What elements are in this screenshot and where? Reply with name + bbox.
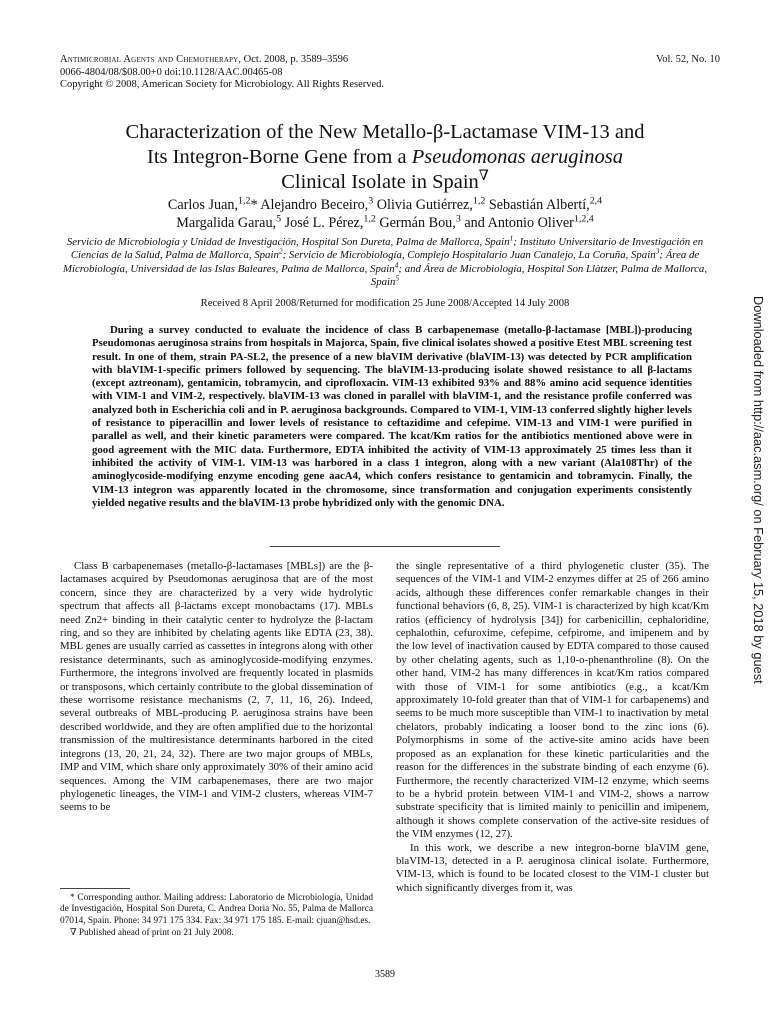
article-title <box>60 120 710 195</box>
download-watermark-text: Downloaded from http://aac.asm.org/ on February 15, 2018 by guest <box>751 296 766 684</box>
download-watermark <box>752 296 770 816</box>
title-line-2: Its Integron-Borne Gene from a Pseudomonas aeruginosa <box>147 146 623 168</box>
affiliation: Instituto Universitario de Investigación en Ciencias de la Salud, Palma de Mallorca, Spain$^2$; <box>70 236 704 262</box>
affiliations <box>55 233 715 289</box>
author: Sebastián Albertí,$^{2,4}$ <box>488 195 603 213</box>
corresponding-author-note: * Corresponding author. Mailing address: Laboratorio de Microbiología, Unidad de Investigación, Hospital Son Dureta, C. Andrea Doria No. 55, Palma de Mallorca 07014, Spain. Phone: 34 971 175 334. Fax: 34 971 175 185. E-mail: cjuan@hsd.es. <box>60 893 373 926</box>
author: and Antonio Oliver$^{1,2,4}$ <box>464 213 594 231</box>
body-column-left <box>60 560 373 815</box>
page-number: 3589 <box>375 969 395 980</box>
journal-name: Antimicrobial Agents and Chemotherapy <box>60 54 239 65</box>
organism-name: Pseudomonas aeruginosa <box>411 146 623 168</box>
footnote-divider <box>60 888 130 889</box>
abstract: During a survey conducted to evaluate the incidence of class B carbapenemase (metallo-β-lactamase [MBL])-producing Pseudomonas aeruginosa strains from hospitals in Majorca, Spain, five clinical isolates showed a positive Etest MBL screening test result. In one of them, strain PA-SL2, the presence of a new blaVIM derivative (blaVIM-13) was detected by PCR amplification with blaVIM-1-specific primers followed by sequencing. The blaVIM-13-producing isolate showed resistance to all β-lactams (except aztreonam), gentamicin, tobramycin, and ciprofloxacin. VIM-13 exhibited 93% and 88% amino acid sequence identities with VIM-1 and VIM-2, respectively. blaVIM-13 was cloned in parallel with blaVIM-1, and the resistance profile conferred was analyzed both in Escherichia coli and in P. aeruginosa backgrounds. Compared to VIM-1, VIM-13 conferred slightly higher levels of resistance to piperacillin and lower levels of resistance to ceftazidime and cefepime. VIM-13 and VIM-1 were purified in parallel as well, and their kinetic parameters were compared. The kcat/Km ratios for the antibiotics mentioned above were in good agreement with the MIC data. Furthermore, EDTA inhibited the activity of VIM-13 approximately 25 times less than it inhibited the activity of VIM-1. VIM-13 was harbored in a class 1 integron, along with a new variant (Ala108Thr) of the aminoglycoside-modifying enzyme encoding gene aacA4, which confers resistance to gentamicin and tobramycin. Finally, the VIM-13 integron was apparently located in the chromosome, since transformation and conjugation experiments consistently yielded negative results and the blaVIM-13 probe hybridized only with the genomic DNA. <box>92 324 692 509</box>
author: Olivia Gutiérrez,$^{1,2}$ <box>376 195 486 213</box>
affiliation: Servicio de Microbiología, Complejo Hospitalario Juan Canalejo, La Coruña, Spain$^3$; <box>288 246 666 262</box>
author: Alejandro Beceiro,$^3$ <box>260 195 374 213</box>
author-list <box>60 196 710 232</box>
running-header <box>60 54 720 92</box>
author: Germán Bou,$^3$ <box>379 213 461 231</box>
body-column-right <box>396 560 709 895</box>
body-paragraph: In this work, we describe a new integron-borne blaVIM gene, blaVIM-13, detected in a P. aeruginosa clinical isolate. Furthermore, VIM-13, which is found to be located closest to the VIM-1 cluster but which significantly diverges from it, was <box>396 841 709 894</box>
body-paragraph: the single representative of a third phylogenetic cluster (35). The sequences of the VIM-1 and VIM-2 enzymes differ at 25 of 266 amino acids, although these differences confer remarkable changes in their functional behaviors (6, 8, 25). VIM-1 is characterized by high kcat/Km ratios (efficiency of hydrolysis [34]) for carbenicillin, cephaloridine, cephalothin, cefuroxime, cefepime, cefpirome, and imipenem and by the low level of inactivation caused by EDTA compared to those caused by other chelating agents, such as 1,10-o-phenanthroline (8). On the other hand, VIM-2 has many differences in kcat/Km ratios compared with those of VIM-1 for some antibiotics (e.g., a kcat/Km approximately 10-fold greater than that of VIM-1 for carbapenems) and seems to be much more susceptible than VIM-1 to inactivation by metal chelators, probably indicating a looser bond to the zinc ions (6). Polymorphisms in some of the active-site amino acids have been proposed as an explanation for these kinetic particularities and the reason for the differences in the substrate binding of each enzyme (6). Furthermore, the recently characterized VIM-12 enzyme, which seems to be a hybrid protein between VIM-1 and VIM-2, shows a narrow substrate specificity that is limited mainly to penicillin and imipenem, although it shows complete conservation of the active-site residues of the VIM enzymes (12, 27). <box>396 560 709 841</box>
body-paragraph: Class B carbapenemases (metallo-β-lactamases [MBLs]) are the β-lactamases acquired by Pseudomonas aeruginosa that are of the most concern, since they are characterized by a very wide hydrolytic spectrum that affects all β-lactams except monobactams (17). MBLs need Zn2+ binding in their catalytic center to hydrolyze the β-lactam ring, and so they are inhibited by chelating agents like EDTA (23, 38). MBL genes are usually carried as cassettes in integrons along with other resistance determinants, such as aminoglycoside-modifying enzymes. Furthermore, the integrons involved are frequently located in plasmids or transposons, which certainly contribute to the global dissemination of these worrisome resistance mechanisms (2, 7, 11, 16, 26). Indeed, several outbreaks of MBL-producing P. aeruginosa strains have been described worldwide, and they are often amplified due to the horizontal transmission of the multiresistance determinants harbored in the cited integrons (13, 20, 21, 24, 32). There are two major groups of MBLs, IMP and VIM, which share only approximately 30% of their amino acid sequences. Among the VIM carbapenemases, there are two major phylogenetic lineages, the VIM-1 and VIM-2 clusters, whereas VIM-7 seems to be <box>60 560 373 814</box>
received-dates: Received 8 April 2008/Returned for modification 25 June 2008/Accepted 14 July 2008 <box>200 298 570 309</box>
section-divider <box>270 546 500 547</box>
volume-info: Vol. 52, No. 10 <box>656 54 720 65</box>
affiliation: Área de Microbiología, Hospital Son Llàtzer, Palma de Mallorca, Spain$^5$ <box>370 262 708 288</box>
copyright: Copyright © 2008, American Society for Microbiology. All Rights Reserved. <box>60 79 385 91</box>
affiliation: Servicio de Microbiología y Unidad de Investigación, Hospital Son Dureta, Palma de Mallorca, Spain$^1$; <box>66 233 520 248</box>
affiliation: Área de Microbiología, Universidad de las Islas Baleares, Palma de Mallorca, Spain$^4$; and <box>62 249 700 275</box>
published-ahead-note: ∇ Published ahead of print on 21 July 2008. <box>70 928 234 939</box>
title-line-1: Characterization of the New Metallo-β-Lactamase VIM-13 and <box>125 121 645 143</box>
author: Margalida Garau,$^5$ <box>176 213 282 231</box>
title-line-3: Clinical Isolate in Spain∇ <box>281 168 489 193</box>
published-ahead-mark: ∇ <box>478 168 489 185</box>
issn-doi: 0066-4804/08/$08.00+0 doi:10.1128/AAC.00465-08 <box>60 66 283 78</box>
author: Carlos Juan,$^{1,2}$* <box>167 195 258 213</box>
citation: , Oct. 2008, p. 3589–3596 <box>238 54 349 65</box>
footnotes <box>60 893 373 941</box>
author: José L. Pérez,$^{1,2}$ <box>284 213 376 231</box>
